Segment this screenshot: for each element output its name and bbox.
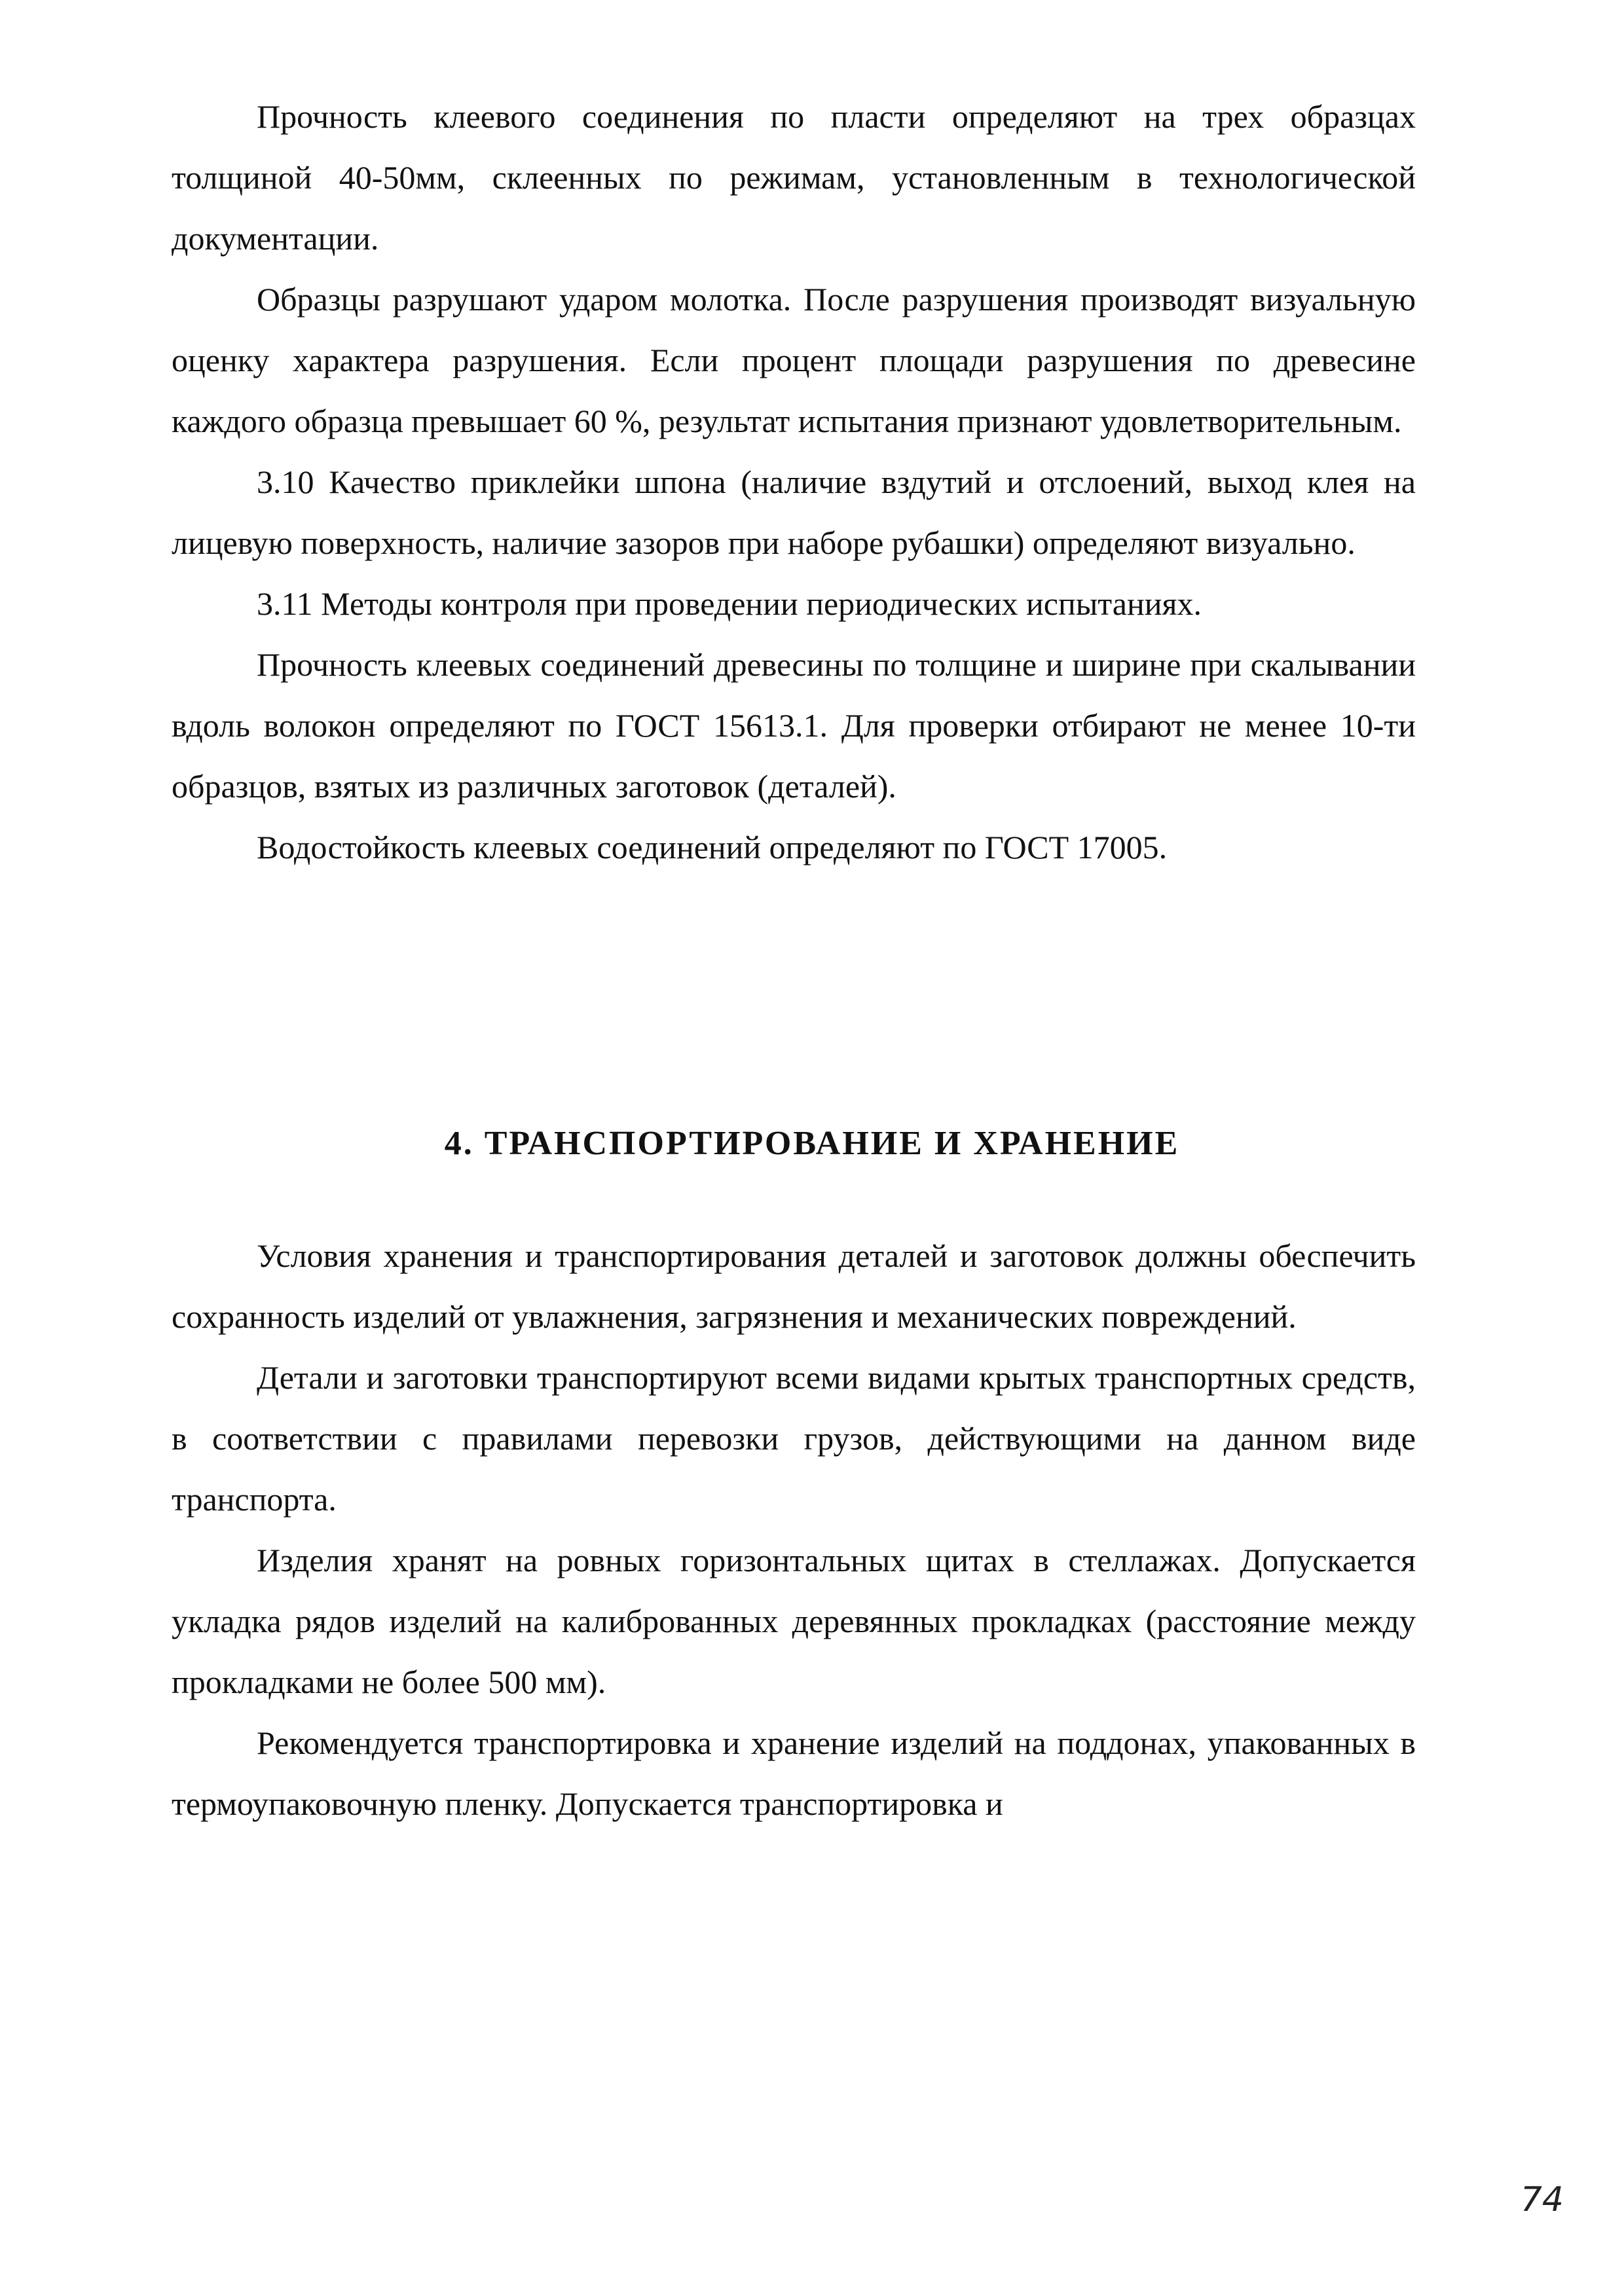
section-4-heading: 4. ТРАНСПОРТИРОВАНИЕ И ХРАНЕНИЕ	[444, 1125, 1180, 1162]
section-3-body	[172, 86, 1416, 878]
paragraph-pallets: Рекомендуется транспортировка и хранение изделий на поддонах, упакованных в термоупаковочную пленку. Допускается транспортировка и	[172, 1724, 1416, 1822]
paragraph-storage-conditions: Условия хранения и транспортирования деталей и заготовок должны обеспечить сохранность изделий от увлажнения, загрязнения и механических повреждений.	[172, 1237, 1416, 1335]
paragraph-3-10: 3.10 Качество приклейки шпона (наличие вздутий и отслоений, выход клея на лицевую поверхность, наличие зазоров при наборе рубашки) определяют визуально.	[172, 464, 1416, 561]
paragraph-gost-17005: Водостойкость клеевых соединений определяют по ГОСТ 17005.	[257, 829, 1168, 866]
paragraph-strength-face: Прочность клеевого соединения по пласти определяют на трех образцах толщиной 40-50мм, склеенных по режимам, установленным в технологической документации.	[172, 98, 1416, 257]
section-4-body	[172, 1226, 1416, 1834]
paragraph-3-11: 3.11 Методы контроля при проведении периодических испытаниях.	[257, 585, 1202, 622]
paragraph-transport-means: Детали и заготовки транспортируют всеми видами крытых транспортных средств, в соответствии с правилами перевозки грузов, действующими на данном виде транспорта.	[172, 1359, 1416, 1518]
page-number: 74	[1520, 2180, 1564, 2219]
paragraph-gost-15613: Прочность клеевых соединений древесины по толщине и ширине при скалывании вдоль волокон определяют по ГОСТ 15613.1. Для проверки отбирают не менее 10-ти образцов, взятых из различных заготовок (деталей).	[172, 646, 1416, 805]
paragraph-hammer-test: Образцы разрушают ударом молотка. После разрушения производят визуальную оценку характера разрушения. Если процент площади разрушения по древесине каждого образца превышает 60 %, результат испытания признают удовлетворительным.	[172, 281, 1416, 439]
paragraph-storage-racks: Изделия хранят на ровных горизонтальных щитах в стеллажах. Допускается укладка рядов изделий на калиброванных деревянных прокладках (расстояние между прокладками не более 500 мм).	[172, 1542, 1416, 1700]
